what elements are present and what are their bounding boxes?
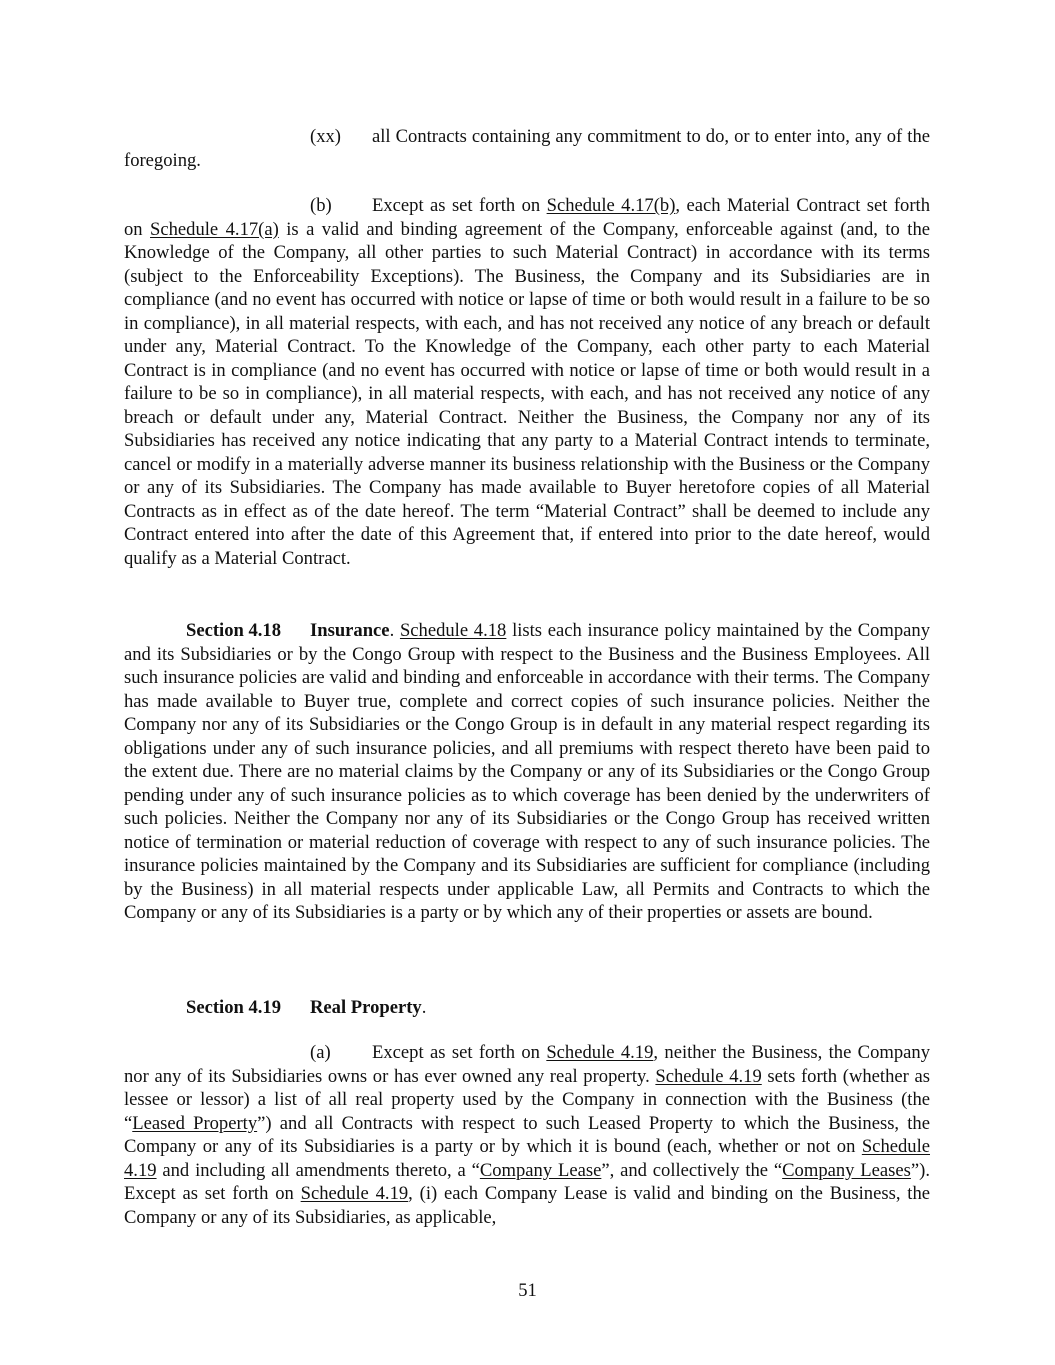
text-run: Except as set forth on: [372, 195, 547, 216]
section-number: Section 4.18: [186, 620, 282, 641]
text-run: , each Material Contract set forth on: [124, 195, 931, 240]
text-run: , (i) each Company Lease is valid and binding on the Business, the Company or any of its Subsidiaries, as applicable,: [124, 1183, 931, 1228]
text-run: ”) and all Contracts with respect to such Leased Property to which the Business, the Company or any of its Subsidiaries is a party or by which it is bound (each, whether or not on: [124, 1112, 930, 1157]
schedule-reference: Schedule 4.19: [300, 1183, 409, 1204]
defined-term: Leased Property: [132, 1112, 258, 1134]
clause-text-xx: all Contracts containing any commitment to do, or to enter into, any of the foregoing.: [124, 126, 930, 171]
text-run: ”, and collectively the “: [601, 1159, 783, 1181]
schedule-reference: Schedule 4.19: [546, 1042, 654, 1063]
section-title: Insurance: [310, 620, 390, 641]
paragraph-xx: [124, 125, 930, 172]
text-run: and including all amendments thereto, a “: [156, 1159, 480, 1181]
schedule-reference: Schedule 4.17(b): [546, 195, 676, 216]
text-run: .: [421, 997, 427, 1018]
paragraph-a: [124, 1041, 930, 1229]
schedule-reference: Schedule 4.19: [655, 1065, 762, 1087]
text-run: Except as set forth on: [372, 1042, 547, 1063]
schedule-reference: Schedule 4.17(a): [150, 218, 279, 240]
text-run: .: [389, 620, 400, 641]
schedule-reference: Schedule 4.19: [124, 1136, 930, 1181]
text-run: is a valid and binding agreement of the Company, enforceable against (and, to the Knowledge of the Company, all other parties to such Material Contract) in accordance with its terms (subject to the Enforceability Exceptions). The Business, the Company and its Subsidiaries are in compliance (and no event has occurred with notice or lapse of time or both would result in a failure to be so in compliance), in all material respects, with each, and has not received any notice of any breach or default under any, Material Contract. To the Knowledge of the Company, each other party to each Material Contract is in compliance (and no event has occurred with notice or lapse of time or both would result in a failure to be so in compliance), in all material respects, with each, and has not received any notice of any breach or default under any, Material Contract. Neither the Business, the Company nor any of its Subsidiaries has received any notice indicating that any party to a Material Contract intends to terminate, cancel or modify in a materially adverse manner its business relationship with the Business or the Company or any of its Subsidiaries. The Company has made available to Buyer heretofore copies of all Material Contracts as in effect as of the date hereof. The term “Material Contract” shall be deemed to include any Contract entered into after the date of this Agreement that, if entered into prior to the date hereof, would qualify as a Material Contract.: [124, 218, 931, 569]
text-run: ”). Except as set forth on: [124, 1159, 930, 1204]
schedule-reference: Schedule 4.18: [399, 620, 507, 641]
page-number: 51: [518, 1280, 537, 1301]
section-title: Real Property: [310, 997, 422, 1018]
clause-label-a: (a): [310, 1042, 331, 1063]
text-run: lists each insurance policy maintained by the Company and its Subsidiaries or by the Congo Group with respect to the Business and the Business Employees. All such insurance policies are valid and binding and enforceable in accordance with their terms. The Company has made available to Buyer true, complete and correct copies of such insurance policies. Neither the Company nor any of its Subsidiaries or the Congo Group is in default in any material respect regarding its obligations under any of such insurance policies, and all premiums with respect thereto have been paid to the extent due. There are no material claims by the Company or any of its Subsidiaries or the Congo Group pending under any of such insurance policies as to which coverage has been denied by the underwriters of such policies. Neither the Company nor any of its Subsidiaries or the Congo Group has received written notice of termination or material reduction of coverage with respect to any of such insurance policies. The insurance policies maintained by the Company and its Subsidiaries are sufficient for compliance (including by the Business) in all material respects under applicable Law, all Permits and Contracts to which the Company or any of its Subsidiaries is a party or by which any of their properties or assets are bound.: [124, 620, 931, 923]
section-4-19-heading: [124, 996, 930, 1020]
clause-label-xx: (xx): [310, 126, 341, 147]
clause-label-b: (b): [310, 195, 332, 216]
section-number: Section 4.19: [186, 997, 282, 1018]
paragraph-b: [124, 194, 930, 570]
defined-term: Company Lease: [479, 1159, 602, 1181]
section-4-18: [124, 619, 930, 925]
text-run: , neither the Business, the Company nor any of its Subsidiaries owns or has ever owned any real property.: [124, 1042, 930, 1087]
text-run: sets forth (whether as lessee or lessor) a list of all real property used by the Company in connection with the Business (the “: [124, 1065, 930, 1134]
defined-term: Company Leases: [782, 1159, 911, 1181]
